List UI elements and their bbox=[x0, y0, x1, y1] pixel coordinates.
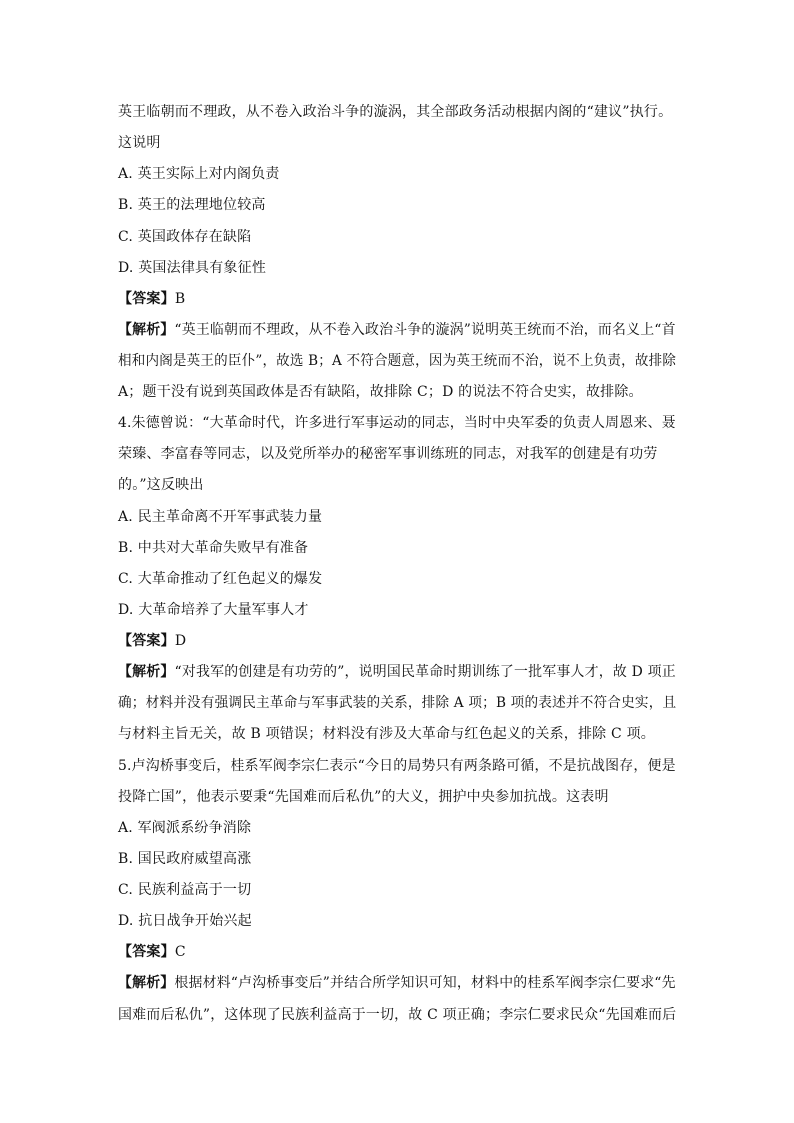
q3-answer-label: 【答案】 bbox=[118, 291, 175, 307]
q5-analysis-text-1: 根据材料“卢沟桥事变后”并结合所学知识可知，材料中的桂系军阀李宗仁要求“先 bbox=[174, 975, 676, 991]
q4-option-a: A. 民主革命离不开军事武装力量 bbox=[118, 509, 323, 525]
q4-analysis-label: 【解析】 bbox=[118, 664, 175, 680]
q4-option-c: C. 大革命推动了红色起义的爆发 bbox=[118, 571, 323, 587]
q5-answer bbox=[118, 942, 186, 962]
q5-answer-label: 【答案】 bbox=[118, 944, 175, 960]
q5-option-a: A. 军阀派系纷争消除 bbox=[118, 820, 252, 836]
q4-stem-line-1: 4.朱德曾说：“大革命时代，许多进行军事运动的同志，当时中央军委的负责人周恩来、聂 bbox=[118, 415, 676, 431]
q3-stem-line-2: 这说明 bbox=[118, 135, 161, 151]
q4-analysis-line-3: 与材料主旨无关，故 B 项错误；材料没有涉及大革命与红色起义的关系，排除 C 项。 bbox=[118, 726, 655, 742]
q3-analysis-line-3: A；题干没有说到英国政体是否有缺陷，故排除 C；D 的说法不符合史实，故排除。 bbox=[118, 384, 643, 400]
q5-analysis-label: 【解析】 bbox=[118, 975, 175, 991]
q4-analysis-text-1: “对我军的创建是有功劳的”，说明国民革命时期训练了一批军事人才，故 D 项正 bbox=[174, 664, 676, 680]
q3-answer-value: B bbox=[174, 291, 186, 307]
q5-option-b: B. 国民政府威望高涨 bbox=[118, 851, 252, 867]
q3-analysis-text-1: “英王临朝而不理政，从不卷入政治斗争的漩涡”说明英王统而不治，而名义上“首 bbox=[174, 322, 676, 338]
q3-analysis-line-1 bbox=[118, 320, 676, 340]
q3-option-c: C. 英国政体存在缺陷 bbox=[118, 229, 252, 245]
q3-option-d: D. 英国法律具有象征性 bbox=[118, 260, 267, 276]
q4-analysis-line-1 bbox=[118, 662, 676, 682]
q4-option-b: B. 中共对大革命失败早有准备 bbox=[118, 540, 309, 556]
q3-option-a: A. 英王实际上对内阁负责 bbox=[118, 166, 280, 182]
q4-stem-line-2: 荣臻、李富春等同志，以及党所举办的秘密军事训练班的同志，对我军的创建是有功劳 bbox=[118, 446, 658, 462]
q5-option-c: C. 民族利益高于一切 bbox=[118, 882, 252, 898]
q3-option-b: B. 英王的法理地位较高 bbox=[118, 197, 266, 213]
q5-analysis-line-1 bbox=[118, 973, 676, 993]
q4-option-d: D. 大革命培养了大量军事人才 bbox=[118, 602, 309, 618]
q4-stem-line-3: 的。”这反映出 bbox=[118, 477, 204, 493]
q4-answer-label: 【答案】 bbox=[118, 633, 175, 649]
q4-analysis-line-2: 确；材料并没有强调民主革命与军事武装的关系，排除 A 项；B 项的表述并不符合史实，且 bbox=[118, 695, 677, 711]
q5-stem-line-1: 5.卢沟桥事变后，桂系军阀李宗仁表示“今日的局势只有两条路可循，不是抗战图存，便是 bbox=[118, 758, 676, 774]
q5-stem-line-2: 投降亡国”，他表示要秉“先国难而后私仇”的大义，拥护中央参加抗战。这表明 bbox=[118, 789, 609, 805]
q3-analysis-label: 【解析】 bbox=[118, 322, 175, 338]
q5-answer-value: C bbox=[174, 944, 186, 960]
q3-stem-line-1: 英王临朝而不理政，从不卷入政治斗争的漩涡，其全部政务活动根据内阁的“建议”执行。 bbox=[118, 104, 673, 120]
q5-analysis-line-2: 国难而后私仇”，这体现了民族利益高于一切，故 C 项正确；李宗仁要求民众“先国难而后 bbox=[118, 1007, 677, 1023]
q3-analysis-line-2: 相和内阁是英王的臣仆”，故选 B；A 不符合题意，因为英王统而不治，说不上负责，故排除 bbox=[118, 353, 677, 369]
q3-answer bbox=[118, 289, 185, 309]
q5-option-d: D. 抗日战争开始兴起 bbox=[118, 913, 252, 929]
q4-answer-value: D bbox=[174, 633, 187, 649]
q4-answer bbox=[118, 631, 186, 651]
